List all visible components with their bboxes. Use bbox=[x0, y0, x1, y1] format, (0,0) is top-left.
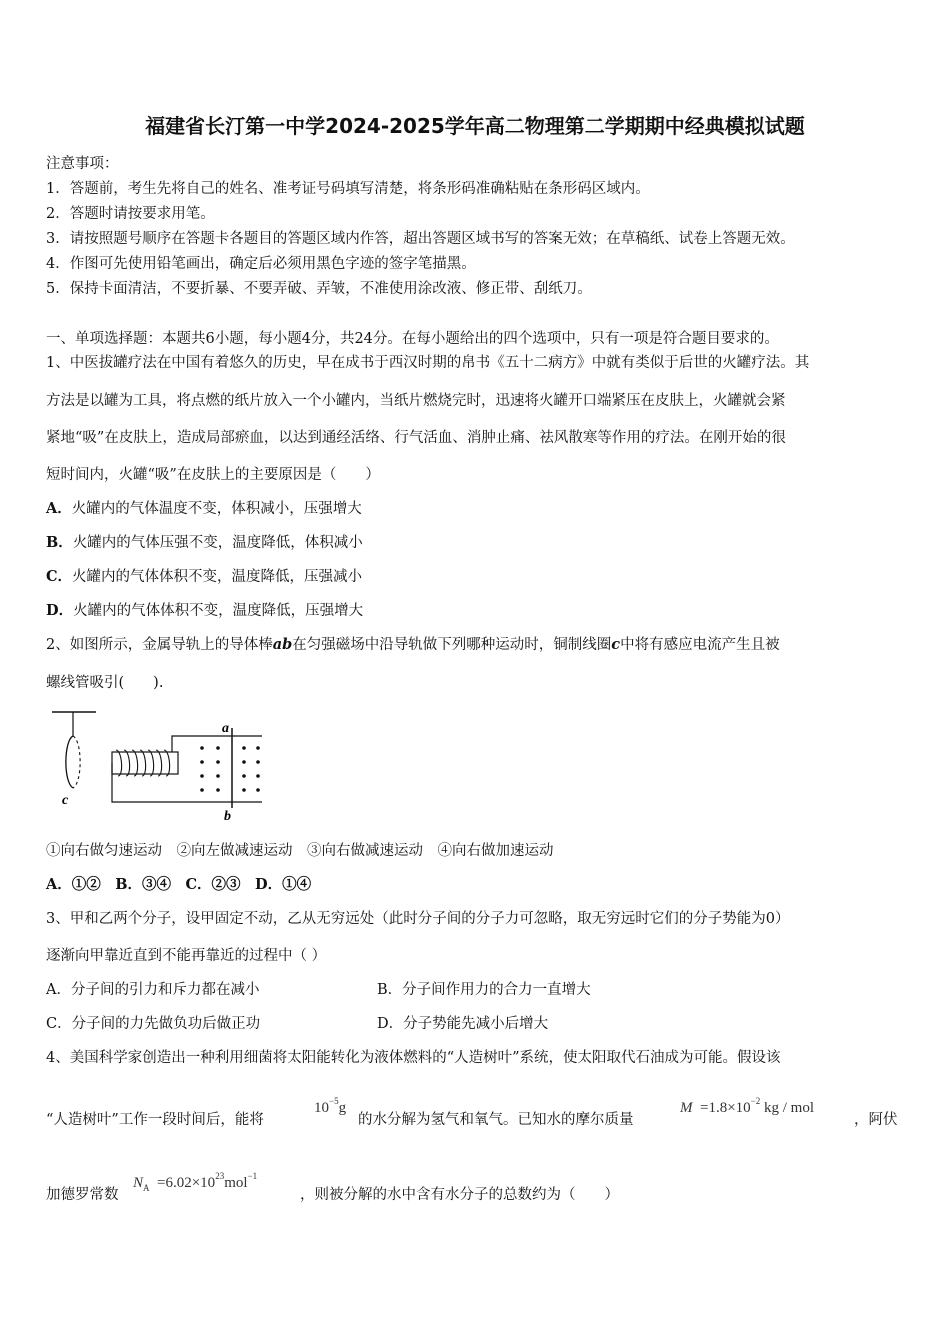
formula-unit: g bbox=[338, 1100, 347, 1116]
notice-item: 3．请按照题号顺序在答题卡各题目的答题区域内作答，超出答题区域书写的答案无效；在草稿纸、试卷上答题无效。 bbox=[46, 231, 795, 247]
formula-subscript: A bbox=[143, 1183, 150, 1193]
q2-options: A．①② B．③④ C．②③ D．①④ bbox=[46, 876, 312, 893]
formula-part: 10 bbox=[314, 1100, 329, 1116]
formula-exponent: −1 bbox=[247, 1171, 258, 1181]
section-heading: 一、单项选择题：本题共6小题，每小题4分，共24分。在每小题给出的四个选项中，只有一项是符合题目要求的。 bbox=[46, 331, 779, 347]
q3-stem-line: 3、甲和乙两个分子，设甲固定不动，乙从无穷远处（此时分子间的分子力可忽略，取无穷远时它们的分子势能为0） bbox=[46, 911, 790, 927]
q3-option-c: C．分子间的力先做负功后做正功 bbox=[46, 1016, 261, 1032]
solenoid-windings bbox=[116, 750, 170, 776]
notice-item: 2．答题时请按要求用笔。 bbox=[46, 206, 215, 222]
q4-stem-line: 4、美国科学家创造出一种利用细菌将太阳能转化为液体燃料的“人造树叶”系统，使太阳取代石油成为可能。假设该 bbox=[46, 1050, 781, 1066]
q3-option-a: A．分子间的引力和斥力都在减小 bbox=[46, 982, 260, 998]
q2-choices: ①向右做匀速运动 ②向左做减速运动 ③向右做减速运动 ④向右做加速运动 bbox=[46, 843, 554, 859]
ring-c-back bbox=[73, 736, 80, 788]
notice-heading: 注意事项： bbox=[46, 156, 119, 172]
formula-unit: mol bbox=[224, 1175, 248, 1191]
notice-item: 1．答题前，考生先将自己的姓名、准考证号码填写清楚，将条形码准确粘贴在条形码区域内。 bbox=[46, 181, 650, 197]
q1-option-c bbox=[46, 565, 362, 586]
q4-stem-line: ，阿伏 bbox=[854, 1112, 898, 1128]
q2-text: 在匀强磁场中沿导轨做下列哪种运动时，铜制线圈 bbox=[292, 637, 612, 653]
label-b: b bbox=[224, 809, 231, 824]
q1-stem-line: 方法是以罐为工具，将点燃的纸片放入一个小罐内，当纸片燃烧完时，迅速将火罐开口端紧压在皮肤上，火罐就会紧 bbox=[46, 393, 786, 409]
option-text: 火罐内的气体体积不变，温度降低，压强减小 bbox=[72, 569, 363, 585]
option-text: 火罐内的气体压强不变，温度降低，体积减小 bbox=[72, 535, 363, 551]
q4-stem-line: “人造树叶”工作一段时间后，能将 bbox=[46, 1112, 264, 1128]
page-title: 福建省长汀第一中学2024-2025学年高二物理第二学期期中经典模拟试题 bbox=[145, 114, 805, 138]
formula-water-mass bbox=[314, 1096, 346, 1117]
q4-stem-line: ，则被分解的水中含有水分子的总数约为（ ） bbox=[300, 1187, 619, 1203]
formula-part: =1.8×10 bbox=[700, 1100, 751, 1116]
label-c: c bbox=[62, 793, 69, 808]
formula-exponent: −2 bbox=[750, 1096, 761, 1106]
label-a: a bbox=[222, 721, 229, 736]
top-wire bbox=[172, 736, 262, 752]
formula-avogadro bbox=[133, 1171, 257, 1193]
notice-item: 4．作图可先使用铅笔画出，确定后必须用黑色字迹的签字笔描黑。 bbox=[46, 256, 476, 272]
q1-stem-line: 1、中医拔罐疗法在中国有着悠久的历史，早在成书于西汉时期的帛书《五十二病方》中就有类似于后世的火罐疗法。其 bbox=[46, 355, 810, 371]
q1-option-d bbox=[46, 599, 363, 620]
q2-text: 中将有感应电流产生且被 bbox=[620, 637, 780, 653]
q1-option-a bbox=[46, 497, 362, 518]
q2-symbol-ab: ab bbox=[272, 636, 293, 653]
ring-c-front bbox=[66, 736, 73, 788]
q2-stem-line bbox=[46, 633, 780, 654]
option-text: 火罐内的气体温度不变，体积减小，压强增大 bbox=[71, 501, 362, 517]
q3-stem-line: 逐渐向甲靠近直到不能再靠近的过程中（ ） bbox=[46, 948, 327, 964]
notice-item: 5．保持卡面清洁，不要折暴、不要弄破、弄皱，不准使用涂改液、修正带、刮纸刀。 bbox=[46, 281, 592, 297]
q2-stem-line: 螺线管吸引( ). bbox=[46, 675, 164, 691]
induction-figure bbox=[44, 708, 274, 824]
q2-text: 2、如图所示，金属导轨上的导体棒 bbox=[46, 637, 273, 653]
option-letter: D． bbox=[46, 602, 74, 619]
formula-molar-mass bbox=[680, 1096, 814, 1117]
q2-symbol-c: c bbox=[611, 636, 621, 653]
option-letter: B． bbox=[46, 534, 73, 551]
formula-exponent: 23 bbox=[215, 1171, 225, 1181]
option-letter: A． bbox=[46, 500, 72, 517]
formula-symbol: M bbox=[680, 1100, 693, 1116]
formula-symbol: N bbox=[133, 1175, 144, 1191]
option-letter: C． bbox=[46, 568, 73, 585]
option-text: 火罐内的气体体积不变，温度降低，压强增大 bbox=[73, 603, 364, 619]
magnetic-field-dots bbox=[200, 746, 260, 792]
q1-option-b bbox=[46, 531, 363, 552]
q1-stem-line: 紧地“吸”在皮肤上，造成局部瘀血，以达到通经活络、行气活血、消肿止痛、祛风散寒等作用的疗法。在刚开始的很 bbox=[46, 430, 786, 446]
q1-stem-line: 短时间内，火罐“吸”在皮肤上的主要原因是（ ） bbox=[46, 467, 380, 483]
q3-option-b: B．分子间作用力的合力一直增大 bbox=[377, 982, 591, 998]
q4-stem-line: 加德罗常数 bbox=[46, 1187, 119, 1203]
formula-exponent: −5 bbox=[329, 1096, 339, 1106]
bottom-wire bbox=[112, 763, 262, 802]
q3-option-d: D．分子势能先减小后增大 bbox=[377, 1016, 549, 1032]
q4-stem-line: 的水分解为氢气和氧气。已知水的摩尔质量 bbox=[358, 1112, 634, 1128]
formula-part: =6.02×10 bbox=[157, 1175, 216, 1191]
formula-unit: kg / mol bbox=[764, 1100, 815, 1116]
